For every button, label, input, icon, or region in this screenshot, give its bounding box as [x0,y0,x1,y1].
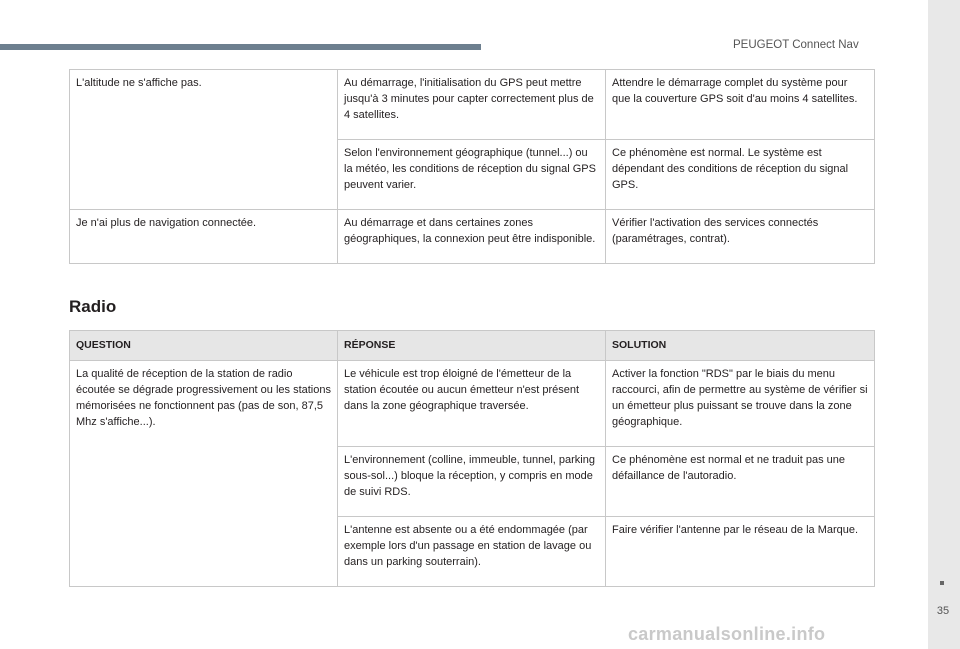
table-header-row [70,331,875,361]
table-row [70,70,875,140]
answer-cell: Le véhicule est trop éloigné de l'émetteur de la station écoutée ou aucun émetteur n'est présent dans la zone géographique traversée. [338,361,606,447]
column-header-question: QUESTION [70,331,338,361]
solution-cell: Ce phénomène est normal et ne traduit pas une défaillance de l'autoradio. [606,447,875,517]
solution-cell: Faire vérifier l'antenne par le réseau de la Marque. [606,517,875,587]
question-cell: La qualité de réception de la station de radio écoutée se dégrade progressivement ou les stations mémorisées ne fonctionnent pas (pas de son, 87,5 Mhz s'affiche...). [70,361,338,587]
solution-cell: Ce phénomène est normal. Le système est dépendant des conditions de réception du signal GPS. [606,140,875,210]
page-number: 35 [936,605,950,617]
question-cell: L'altitude ne s'affiche pas. [70,70,338,210]
gps-troubleshooting-table [69,69,875,264]
answer-cell: Au démarrage et dans certaines zones géographiques, la connexion peut être indisponible. [338,210,606,264]
answer-cell: Au démarrage, l'initialisation du GPS peut mettre jusqu'à 3 minutes pour capter correctement plus de 4 satellites. [338,70,606,140]
watermark: carmanualsonline.info [628,624,826,644]
document-header-title: PEUGEOT Connect Nav [733,39,859,51]
table-row [70,361,875,447]
section-title-radio: Radio [69,297,117,316]
answer-cell: Selon l'environnement géographique (tunnel...) ou la météo, les conditions de réception du signal GPS peuvent varier. [338,140,606,210]
column-header-answer: RÉPONSE [338,331,606,361]
header-accent-bar [0,44,481,50]
solution-cell: Vérifier l'activation des services connectés (paramétrages, contrat). [606,210,875,264]
table-row [70,210,875,264]
answer-cell: L'antenne est absente ou a été endommagée (par exemple lors d'un passage en station de lavage ou dans un parking souterrain). [338,517,606,587]
page-edge-strip [928,0,960,649]
radio-troubleshooting-table [69,330,875,587]
question-cell: Je n'ai plus de navigation connectée. [70,210,338,264]
solution-cell: Activer la fonction "RDS" par le biais du menu raccourci, afin de permettre au système de vérifier si un émetteur plus puissant se trouve dans la zone géographique. [606,361,875,447]
answer-cell: L'environnement (colline, immeuble, tunnel, parking sous-sol...) bloque la réception, y compris en mode de suivi RDS. [338,447,606,517]
column-header-solution: SOLUTION [606,331,875,361]
solution-cell: Attendre le démarrage complet du système pour que la couverture GPS soit d'au moins 4 satellites. [606,70,875,140]
page-marker [940,581,944,585]
